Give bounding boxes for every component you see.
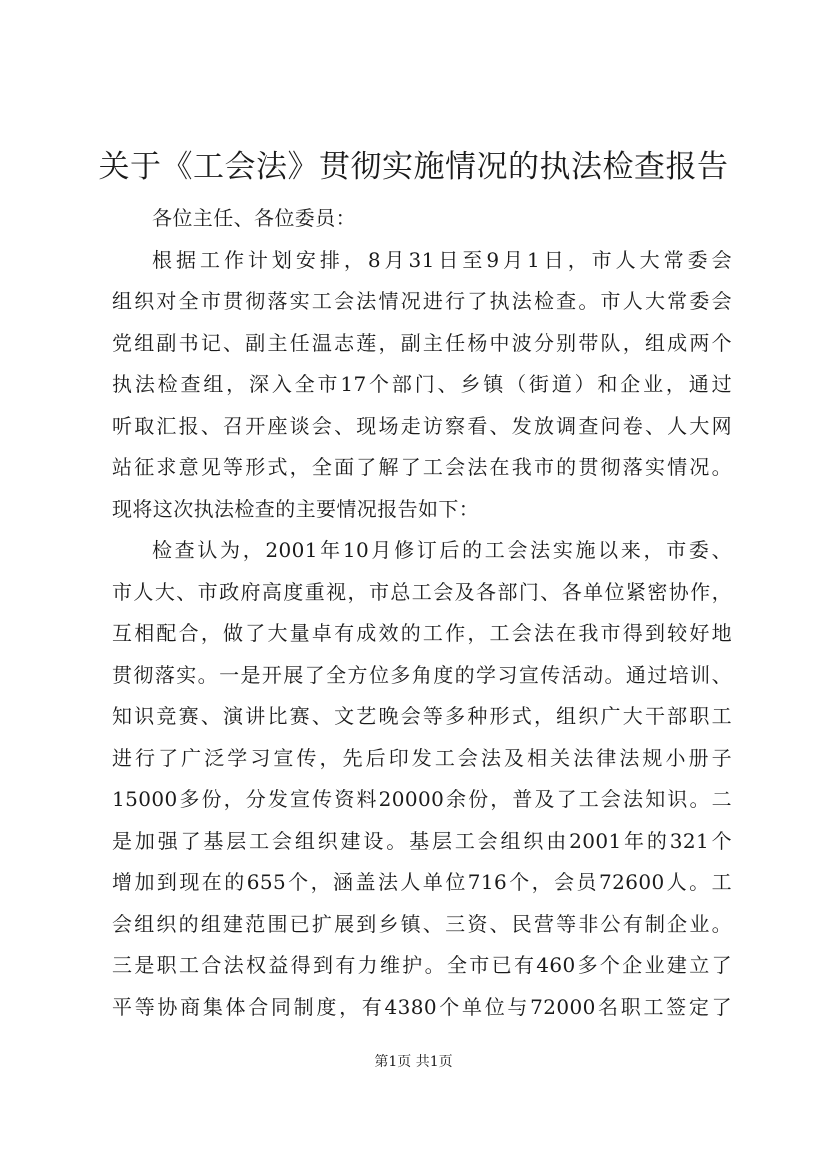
page-footer: 第1页 共1页 — [374, 1054, 453, 1070]
paragraph-line: 三是职工合法权益得到有力维护。全市已有460多个企业建立了 — [112, 953, 732, 977]
paragraph-line: 平等协商集体合同制度，有4380个单位与72000名职工签定了 — [112, 994, 732, 1019]
paragraph-line: 听取汇报、召开座谈会、现场走访察看、发放调查问卷、人大网 — [112, 413, 732, 438]
paragraph-line: 贯彻落实。一是开展了全方位多角度的学习宣传活动。通过培训、 — [112, 662, 732, 687]
paragraph-line: 会组织的组建范围已扩展到乡镇、三资、民营等非公有制企业。 — [112, 911, 732, 936]
paragraph-line: 组织对全市贯彻落实工会法情况进行了执法检查。市人大常委会 — [112, 289, 732, 313]
paragraph-line: 进行了广泛学习宣传，先后印发工会法及相关法律法规小册子 — [112, 745, 732, 770]
paragraph-line: 执法检查组，深入全市17个部门、乡镇（街道）和企业，通过 — [112, 372, 732, 396]
paragraph-2 — [112, 530, 732, 1028]
paragraph-line: 站征求意见等形式，全面了解了工会法在我市的贯彻落实情况。 — [112, 455, 732, 479]
paragraph-1 — [112, 240, 732, 531]
paragraph-line: 根据工作计划安排，8月31日至9月1日，市人大常委会 — [152, 247, 732, 272]
salutation: 各位主任、各位委员： — [152, 206, 356, 230]
document-title: 关于《工会法》贯彻实施情况的执法检查报告 — [98, 149, 729, 185]
paragraph-line: 现将这次执法检查的主要情况报告如下： — [112, 496, 480, 521]
paragraph-line: 党组副书记、副主任温志莲，副主任杨中波分别带队，组成两个 — [112, 330, 732, 355]
paragraph-line: 知识竞赛、演讲比赛、文艺晚会等多种形式，组织广大干部职工 — [112, 704, 732, 728]
paragraph-line: 增加到现在的655个，涵盖法人单位716个，会员72600人。工 — [112, 870, 732, 894]
paragraph-line: 互相配合，做了大量卓有成效的工作，工会法在我市得到较好地 — [112, 621, 732, 645]
paragraph-line: 市人大、市政府高度重视，市总工会及各部门、各单位紧密协作， — [112, 579, 732, 604]
paragraph-line: 是加强了基层工会组织建设。基层工会组织由2001年的321个 — [112, 828, 732, 853]
paragraph-line: 检查认为，2001年10月修订后的工会法实施以来，市委、 — [152, 538, 732, 562]
document-body — [112, 198, 732, 1028]
paragraph-line: 15000多份，分发宣传资料20000余份，普及了工会法知识。二 — [112, 787, 732, 811]
